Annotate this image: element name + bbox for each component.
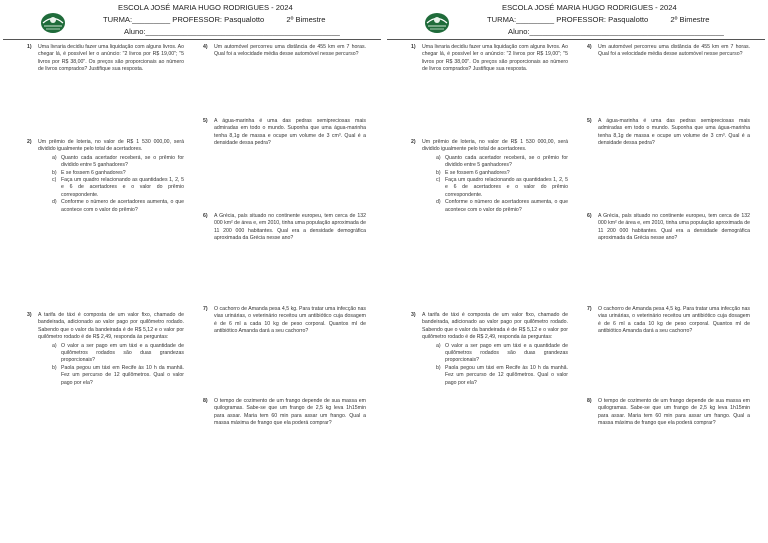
header-divider <box>387 39 765 40</box>
aluno-field: Aluno:______________________________________________ <box>124 27 340 36</box>
class-teacher-row <box>103 16 325 24</box>
question-text: Um prêmio de loteria, no valor de R$ 1 530 000,00, será dividido igualmente pelo total de acertadores. <box>38 139 184 153</box>
question-text: O tempo de cozimento de um frango depende de sua massa em quilogramas. Sabe-se que um frango de 2,5 kg leva 1h15min para assar. Maria tem 60 min para assar um frango. Qual a massa máxima de frango que ela poderá comprar? <box>214 398 366 427</box>
sub-item: d) Conforme o número de acertadores aumenta, o que acontece com o valor do prêmio? <box>52 199 184 213</box>
question-2 <box>411 139 568 214</box>
sub-item: d) Conforme o número de acertadores aumenta, o que acontece com o valor do prêmio? <box>436 199 568 213</box>
question-number: 6) <box>203 213 208 219</box>
sub-item: b) Paola pegou um táxi em Recife às 10 h da manhã. Fez um percurso de 12 quilômetros. Qual o valor pago por ela? <box>52 364 184 386</box>
professor-label: PROFESSOR: Pasqualotto <box>556 15 649 24</box>
question-3 <box>411 312 568 387</box>
question-number: 2) <box>411 139 416 145</box>
question-text: A tarifa de táxi é composta de um valor fixo, chamado de bandeirada, adicionado ao valor pago por quilômetro rodado. Sabendo que o valor da bandeirada é de R$ 5,12 e o valor por quilômetro rodado é de R$ 2,49, responda às perguntas: <box>38 312 184 341</box>
question-number: 5) <box>203 118 208 124</box>
school-name: ESCOLA JOSÉ MARIA HUGO RODRIGUES - 2024 <box>118 3 293 12</box>
question-number: 3) <box>27 312 32 318</box>
professor-label: PROFESSOR: Pasqualotto <box>172 15 265 24</box>
sub-item: a) Quanto cada acertador receberá, se o prêmio for dividido entre 5 ganhadores? <box>436 154 568 169</box>
header-divider <box>3 39 381 40</box>
worksheet-right <box>384 0 768 543</box>
sub-item: b) E se fossem 6 ganhadores? <box>436 169 510 176</box>
question-text: A água-marinha é uma das pedras semipreciosas mais admiradas em todo o mundo. Suponha que uma água-marinha tenha 8,1g de massa e ocupe um volume de 3 cm³. Qual é a densidade dessa pedra? <box>214 118 366 147</box>
bimestre-label: 2º Bimestre <box>286 15 326 24</box>
sub-item: b) E se fossem 6 ganhadores? <box>52 169 126 176</box>
sub-item: a) Quanto cada acertador receberá, se o prêmio for dividido entre 5 ganhadores? <box>52 154 184 169</box>
question-text: Uma livraria decidiu fazer uma liquidação com alguns livros. Ao chegar lá, é possível ler o anúncio: "2 livros por R$ 19,00"; "5 livros por R$ 38,00". Os preços são proporcionais ao número de livros comprados? Justifique sua resposta. <box>422 44 568 73</box>
question-number: 8) <box>587 398 592 404</box>
question-text: A água-marinha é uma das pedras semipreciosas mais admiradas em todo o mundo. Suponha que uma água-marinha tenha 8,1g de massa e ocupe um volume de 3 cm³. Qual é a densidade dessa pedra? <box>598 118 750 147</box>
question-text: O cachorro de Amanda pesa 4,5 kg. Para tratar uma infecção nas vias urinárias, o veterinário receitou um antibiótico cuja dosagem é de 6 ml a cada 10 kg de peso corporal. Quantos ml de antibiótico Amanda dará a seu cachorro? <box>214 306 366 335</box>
question-1 <box>27 44 184 74</box>
question-number: 7) <box>203 306 208 312</box>
sub-item: c) Faça um quadro relacionando as quantidades 1, 2, 5 e 6 de acertadores e o valor do prêmio correspondente. <box>52 177 184 198</box>
question-number: 5) <box>587 118 592 124</box>
school-logo <box>40 10 66 34</box>
question-text: Um automóvel percorreu uma distância de 455 km em 7 horas. Qual foi a velocidade média desse automóvel nesse percurso? <box>598 44 750 58</box>
school-logo <box>424 10 450 34</box>
question-6 <box>203 213 366 243</box>
sub-item: a) O valor a ser pago em um táxi e a quantidade de quilômetros rodados são duas grandezas proporcionais? <box>436 342 568 364</box>
turma-field: TURMA:_________ <box>487 15 555 24</box>
question-text: A Grécia, país situado no continente europeu, tem cerca de 132 000 km² de área e, em 2010, tinha uma população aproximada de 11 200 000 habitantes. Qual era a densidade demográfica aproximada da Grécia nesse ano? <box>598 213 750 242</box>
question-number: 8) <box>203 398 208 404</box>
question-5 <box>587 118 750 148</box>
question-number: 6) <box>587 213 592 219</box>
class-teacher-row <box>487 16 709 24</box>
question-8 <box>587 398 750 428</box>
question-text: A Grécia, país situado no continente europeu, tem cerca de 132 000 km² de área e, em 2010, tinha uma população aproximada de 11 200 000 habitantes. Qual era a densidade demográfica aproximada da Grécia nesse ano? <box>214 213 366 242</box>
question-text: O tempo de cozimento de um frango depende de sua massa em quilogramas. Sabe-se que um frango de 2,5 kg leva 1h15min para assar. Maria tem 60 min para assar um frango. Qual a massa máxima de frango que ela poderá comprar? <box>598 398 750 427</box>
question-4 <box>203 44 366 59</box>
question-number: 1) <box>411 44 416 50</box>
question-text: Um automóvel percorreu uma distância de 455 km em 7 horas. Qual foi a velocidade média desse automóvel nesse percurso? <box>214 44 366 58</box>
school-name: ESCOLA JOSÉ MARIA HUGO RODRIGUES - 2024 <box>502 3 677 12</box>
question-1 <box>411 44 568 74</box>
question-text: O cachorro de Amanda pesa 4,5 kg. Para tratar uma infecção nas vias urinárias, o veterinário receitou um antibiótico cuja dosagem é de 6 ml a cada 10 kg de peso corporal. Quantos ml de antibiótico Amanda dará a seu cachorro? <box>598 306 750 335</box>
question-number: 3) <box>411 312 416 318</box>
question-text: Um prêmio de loteria, no valor de R$ 1 530 000,00, será dividido igualmente pelo total de acertadores. <box>422 139 568 153</box>
question-8 <box>203 398 366 428</box>
bimestre-label: 2º Bimestre <box>670 15 710 24</box>
sub-item: c) Faça um quadro relacionando as quantidades 1, 2, 5 e 6 de acertadores e o valor do prêmio correspondente. <box>436 177 568 198</box>
question-number: 1) <box>27 44 32 50</box>
question-number: 4) <box>203 44 208 50</box>
question-text: Uma livraria decidiu fazer uma liquidação com alguns livros. Ao chegar lá, é possível ler o anúncio: "2 livros por R$ 19,00"; "5 livros por R$ 38,00". Os preços são proporcionais ao número de livros comprados? Justifique sua resposta. <box>38 44 184 73</box>
question-7 <box>587 306 750 336</box>
turma-field: TURMA:_________ <box>103 15 171 24</box>
question-7 <box>203 306 366 336</box>
question-number: 4) <box>587 44 592 50</box>
question-number: 7) <box>587 306 592 312</box>
aluno-field: Aluno:______________________________________________ <box>508 27 724 36</box>
question-3 <box>27 312 184 387</box>
sub-item: b) Paola pegou um táxi em Recife às 10 h da manhã. Fez um percurso de 12 quilômetros. Qual o valor pago por ela? <box>436 364 568 386</box>
question-text: A tarifa de táxi é composta de um valor fixo, chamado de bandeirada, adicionado ao valor pago por quilômetro rodado. Sabendo que o valor da bandeirada é de R$ 5,12 e o valor por quilômetro rodado é de R$ 2,49, responda às perguntas: <box>422 312 568 341</box>
question-4 <box>587 44 750 59</box>
question-5 <box>203 118 366 148</box>
sub-item: a) O valor a ser pago em um táxi e a quantidade de quilômetros rodados são duas grandezas proporcionais? <box>52 342 184 364</box>
question-6 <box>587 213 750 243</box>
question-number: 2) <box>27 139 32 145</box>
question-2 <box>27 139 184 214</box>
